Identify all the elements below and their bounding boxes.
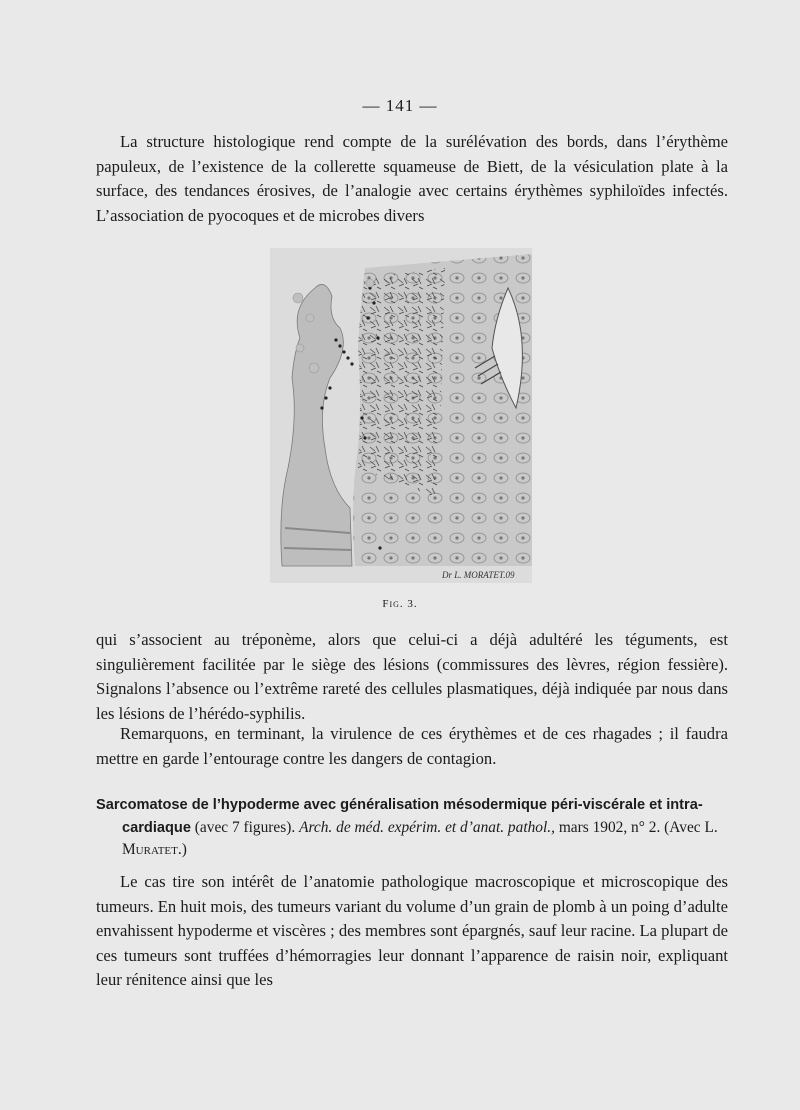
entry-coauthor-suffix: .) [177, 841, 187, 858]
entry-coauthor: Muratet [122, 841, 178, 858]
figure-caption [0, 598, 800, 610]
page-number: — 141 — [362, 96, 438, 115]
entry-title: Sarcomatose de l’hypoderme avec généralisation mésodermique péri-viscérale et intra-cardiaque [96, 797, 703, 836]
entry-journal: Arch. de méd. expérim. et d’anat. pathol., [299, 818, 555, 836]
figure-caption-text: Fig. 3. [382, 598, 418, 610]
bibliography-entry [96, 794, 728, 862]
histology-figure [270, 248, 532, 583]
paragraph-histology: La structure histologique rend compte de la surélévation des bords, dans l’érythème papuleux, de l’existence de la collerette squameuse de Biett, de la vésiculation plate à la surface, des tendances érosives, de l’analogie avec certains érythèmes syphiloïdes infectés. L’association de pyocoques et de microbes divers [96, 132, 728, 225]
paragraph-treponeme: qui s’associent au tréponème, alors que celui-ci a déjà adultéré les téguments, est singulièrement facilitée par le siège des lésions (commissures des lèvres, région fessière). Signalons l’absence ou l’extrême rareté des cellules plasmatiques, déjà indiquée par nous dans les lésions de l’hérédo-syphilis. [96, 630, 728, 723]
entry-date: mars 1902, n° 2. [554, 818, 661, 836]
entry-coauthor-prefix: (Avec L. [660, 818, 718, 836]
figure-signature: Dr L. MORATET.09 [442, 570, 515, 580]
paragraph-conclusion: Remarquons, en terminant, la virulence de ces érythèmes et de ces rhagades ; il faudra mettre en garde l’entourage contre les dangers de contagion. [96, 724, 728, 768]
entry-details: (avec 7 figures). [190, 818, 300, 836]
paragraph-sarcomatose: Le cas tire son intérêt de l’anatomie pathologique macroscopique et microscopique des tumeurs. En huit mois, des tumeurs variant du volume d’un grain de plomb à un poing d’adulte envahissent hypoderme et viscères ; des membres sont épargnés, sauf leur racine. La plupart de ces tumeurs sont truffées d’hémorragies leur donnant l’apparence de raisin noir, expliquant leur rénitence ainsi que les [96, 872, 728, 989]
